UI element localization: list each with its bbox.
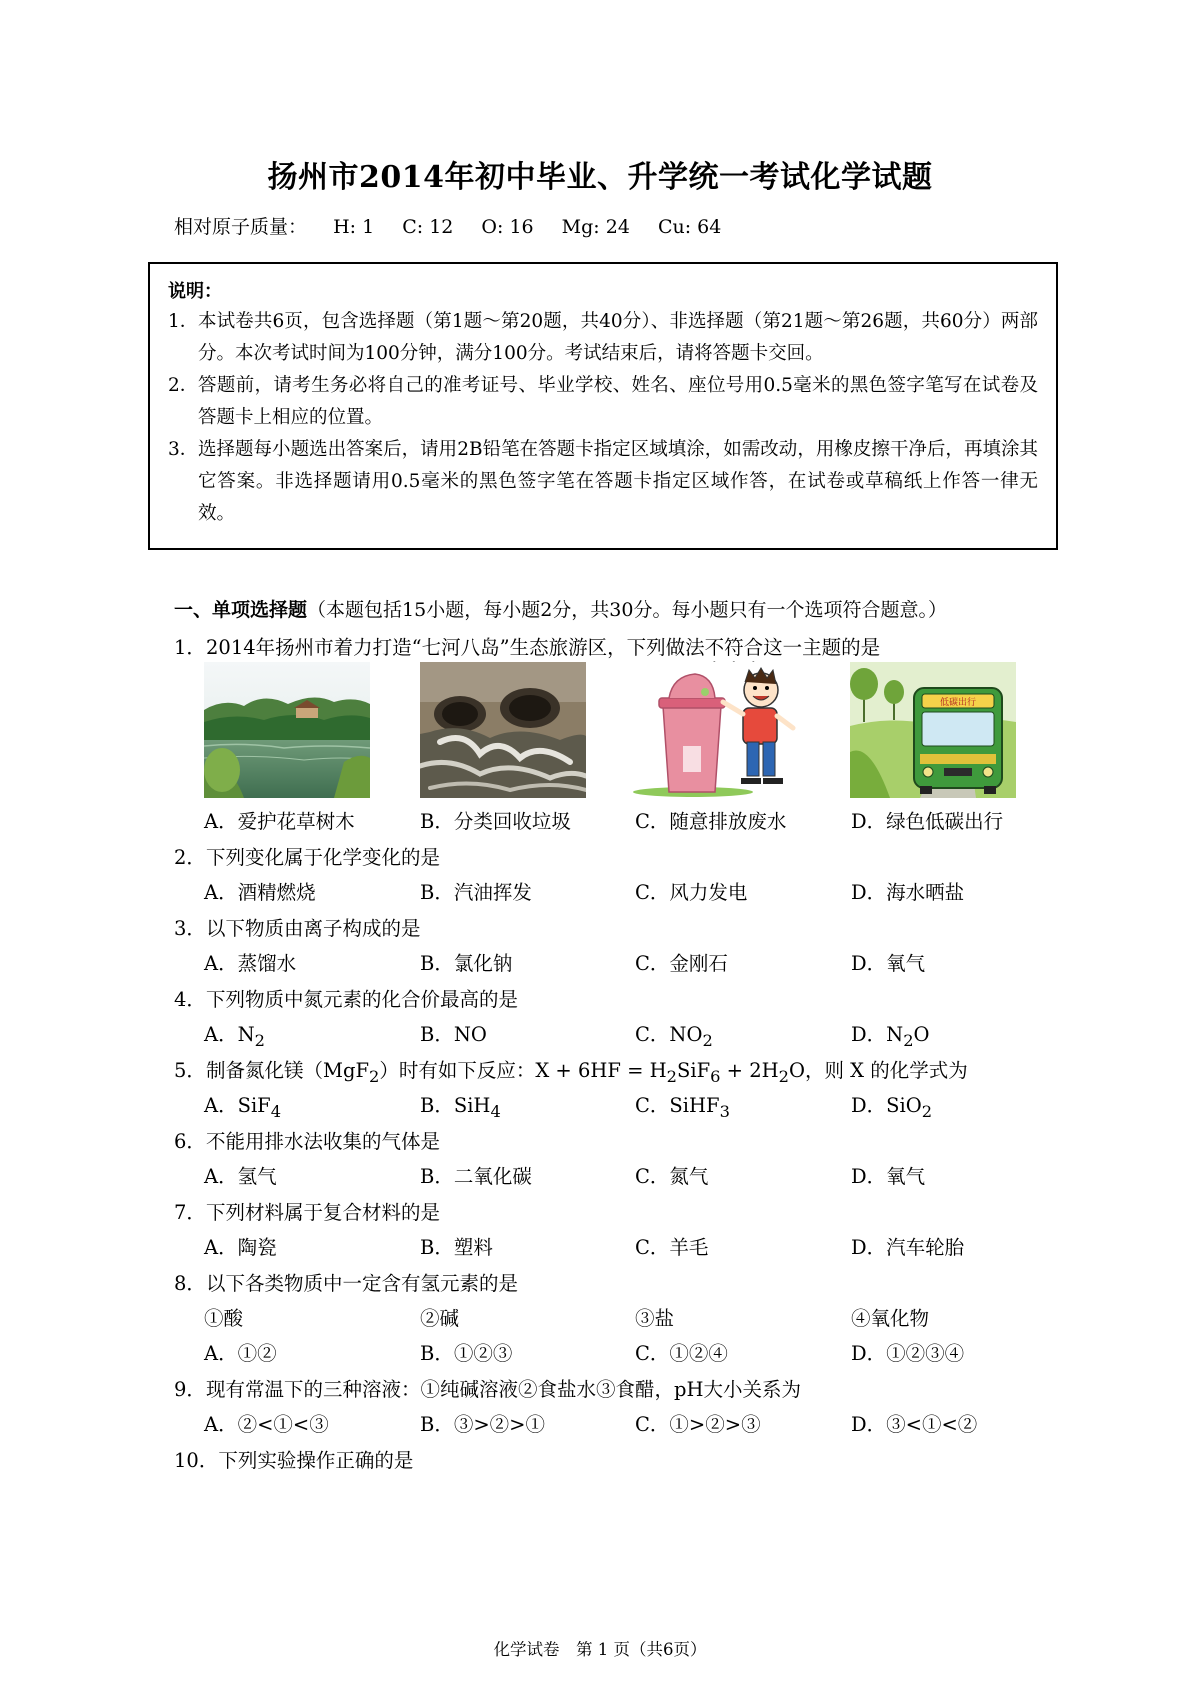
option-c[interactable]: C．$NO_2$ (635, 1023, 713, 1050)
option-a[interactable]: A．氢气 (204, 1165, 277, 1188)
question-6-options (204, 1161, 1104, 1191)
question-3 (174, 913, 421, 941)
instruction-item (168, 306, 1038, 370)
option-a[interactable]: A．②<①<③ (204, 1413, 329, 1436)
question-stem: 下列实验操作正确的是 (218, 1449, 414, 1472)
item-salt: ③盐 (635, 1307, 675, 1330)
question-5 (174, 1055, 968, 1086)
question-8 (174, 1268, 518, 1296)
option-b[interactable]: B．汽油挥发 (420, 881, 532, 904)
instruction-heading: 说明： (168, 281, 222, 302)
option-d[interactable]: D．氧气 (851, 952, 926, 975)
question-number: 2． (174, 846, 206, 869)
atomic-masses (174, 212, 743, 239)
question-stem: 下列物质中氮元素的化合价最高的是 (206, 988, 519, 1011)
question-8-options (204, 1338, 1104, 1368)
question-number: 9． (174, 1378, 206, 1401)
instruction-text: 选择题每小题选出答案后，请用2B铅笔在答题卡指定区域填涂，如需改动，用橡皮擦干净后，再填涂其它答案。非选择题请用0.5毫米的黑色签字笔在答题卡指定区域作答，在试卷或草稿纸上作答一律无效。 (198, 439, 1038, 524)
park-lake-image (204, 662, 370, 798)
question-stem: 以下各类物质中一定含有氢元素的是 (206, 1272, 519, 1295)
mass-mg: Mg: 24 (561, 216, 630, 238)
question-number: 6． (174, 1130, 206, 1153)
question-stem: 下列变化属于化学变化的是 (206, 846, 441, 869)
question-number: 10． (174, 1449, 219, 1472)
section-heading (174, 595, 947, 622)
option-d[interactable]: D．氧气 (851, 1165, 926, 1188)
item-oxide: ④氧化物 (851, 1307, 930, 1330)
instruction-number: 3． (168, 439, 199, 460)
option-d[interactable]: D．①②③④ (851, 1342, 965, 1365)
question-number: 7． (174, 1201, 206, 1224)
question-stem-end: 这一主题的是 (763, 636, 881, 659)
item-acid: ①酸 (204, 1307, 244, 1330)
option-c[interactable]: C．①②④ (635, 1342, 728, 1365)
option-c[interactable]: C．氮气 (635, 1165, 709, 1188)
instruction-box (148, 262, 1058, 550)
section-note: （本题包括15小题，每小题2分，共30分。每小题只有一个选项符合题意。） (307, 599, 947, 621)
option-c[interactable]: C．风力发电 (635, 881, 748, 904)
question-stem: 下列材料属于复合材料的是 (206, 1201, 441, 1224)
mass-c: C: 12 (402, 216, 454, 238)
question-2-options (204, 877, 1104, 907)
question-5-options (204, 1090, 1104, 1120)
low-carbon-bus-image (850, 662, 1016, 798)
question-number: 3． (174, 917, 206, 940)
question-4 (174, 984, 518, 1012)
option-d[interactable]: D．③<①<② (851, 1413, 978, 1436)
option-b[interactable]: B．氯化钠 (420, 952, 513, 975)
bus-sign-text: 低碳出行 (939, 698, 977, 708)
question-number: 1． (174, 636, 206, 659)
question-7-options (204, 1232, 1104, 1262)
sewage-discharge-image (420, 662, 586, 798)
option-b[interactable]: B．①②③ (420, 1342, 513, 1365)
question-2 (174, 842, 440, 870)
option-b[interactable]: B．SiH$_4$ (420, 1094, 501, 1121)
question-stem: 现有常温下的三种溶液：①纯碱溶液②食盐水③食醋，pH大小关系为 (206, 1378, 801, 1401)
item-base: ②碱 (420, 1307, 460, 1330)
section-title: 一、单项选择题 (174, 599, 308, 621)
page-footer: 化学试卷 第 1 页（共6页） (493, 1640, 707, 1659)
option-c[interactable]: C．①>②>③ (635, 1413, 761, 1436)
garbage-sorting-image (633, 662, 799, 798)
instruction-text: 答题前，请考生务必将自己的准考证号、毕业学校、姓名、座位号用0.5毫米的黑色签字笔写在试卷及答题卡上相应的位置。 (198, 375, 1038, 428)
option-a[interactable]: A．酒精燃烧 (204, 881, 316, 904)
emphasis-text: 不符合 (704, 636, 764, 659)
option-a[interactable]: A．爱护花草树木 (204, 810, 355, 833)
question-number: 5． (174, 1059, 206, 1082)
option-b[interactable]: B．分类回收垃圾 (420, 810, 571, 833)
question-stem: 以下物质由离子构成的是 (206, 917, 421, 940)
option-d[interactable]: D．汽车轮胎 (851, 1236, 965, 1259)
question-stem: 2014年扬州市着力打造“七河八岛”生态旅游区，下列做法 (206, 636, 705, 659)
question-4-options (204, 1019, 1104, 1049)
instruction-text: 本试卷共6页，包含选择题（第1题～第20题，共40分）、非选择题（第21题～第26题，共60分）两部分。本次考试时间为100分钟，满分100分。考试结束后，请将答题卡交回。 (198, 311, 1038, 364)
option-b[interactable]: B．塑料 (420, 1236, 493, 1259)
question-7 (174, 1197, 440, 1225)
option-b[interactable]: B．NO (420, 1023, 487, 1046)
option-c[interactable]: C．羊毛 (635, 1236, 709, 1259)
option-a[interactable]: A．陶瓷 (204, 1236, 277, 1259)
question-9-options (204, 1409, 1104, 1439)
question-10 (174, 1445, 413, 1473)
option-d[interactable]: D．海水晒盐 (851, 881, 965, 904)
option-b[interactable]: B．③>②>① (420, 1413, 546, 1436)
option-c[interactable]: C．金刚石 (635, 952, 728, 975)
mass-h: H: 1 (333, 216, 375, 238)
option-c[interactable]: C．随意排放废水 (635, 810, 787, 833)
atomic-masses-label: 相对原子质量： (174, 216, 308, 238)
question-3-options (204, 948, 1104, 978)
question-stem: 不能用排水法收集的气体是 (206, 1130, 441, 1153)
instruction-item (168, 434, 1038, 530)
question-number: 8． (174, 1272, 206, 1295)
instruction-number: 1． (168, 311, 199, 332)
instruction-item (168, 370, 1038, 434)
question-9 (174, 1374, 801, 1402)
option-b[interactable]: B．二氧化碳 (420, 1165, 532, 1188)
question-number: 4． (174, 988, 206, 1011)
question-1-options (204, 806, 1104, 836)
instruction-number: 2． (168, 375, 199, 396)
question-6 (174, 1126, 440, 1154)
option-a[interactable]: A．SiF$_4$ (204, 1094, 282, 1121)
option-d[interactable]: D．绿色低碳出行 (851, 810, 1004, 833)
option-a[interactable]: A．①② (204, 1342, 277, 1365)
mass-cu: Cu: 64 (657, 216, 722, 238)
option-d[interactable]: D．$N_2O$ (851, 1023, 930, 1050)
option-a[interactable]: A．蒸馏水 (204, 952, 297, 975)
mass-o: O: 16 (481, 216, 534, 238)
option-a[interactable]: A．$N_2$ (204, 1023, 265, 1050)
page-title: 扬州市2014年初中毕业、升学统一考试化学试题 (267, 160, 933, 195)
option-c[interactable]: C．SiHF$_3$ (635, 1094, 730, 1121)
question-stem: 制备氮化镁（MgF$_2$）时有如下反应：$X + 6HF = H_2SiF_6 + 2H_2O$，则 X 的化学式为 (206, 1059, 968, 1086)
question-8-items (204, 1303, 1104, 1333)
option-d[interactable]: D．SiO$_2$ (851, 1094, 933, 1121)
